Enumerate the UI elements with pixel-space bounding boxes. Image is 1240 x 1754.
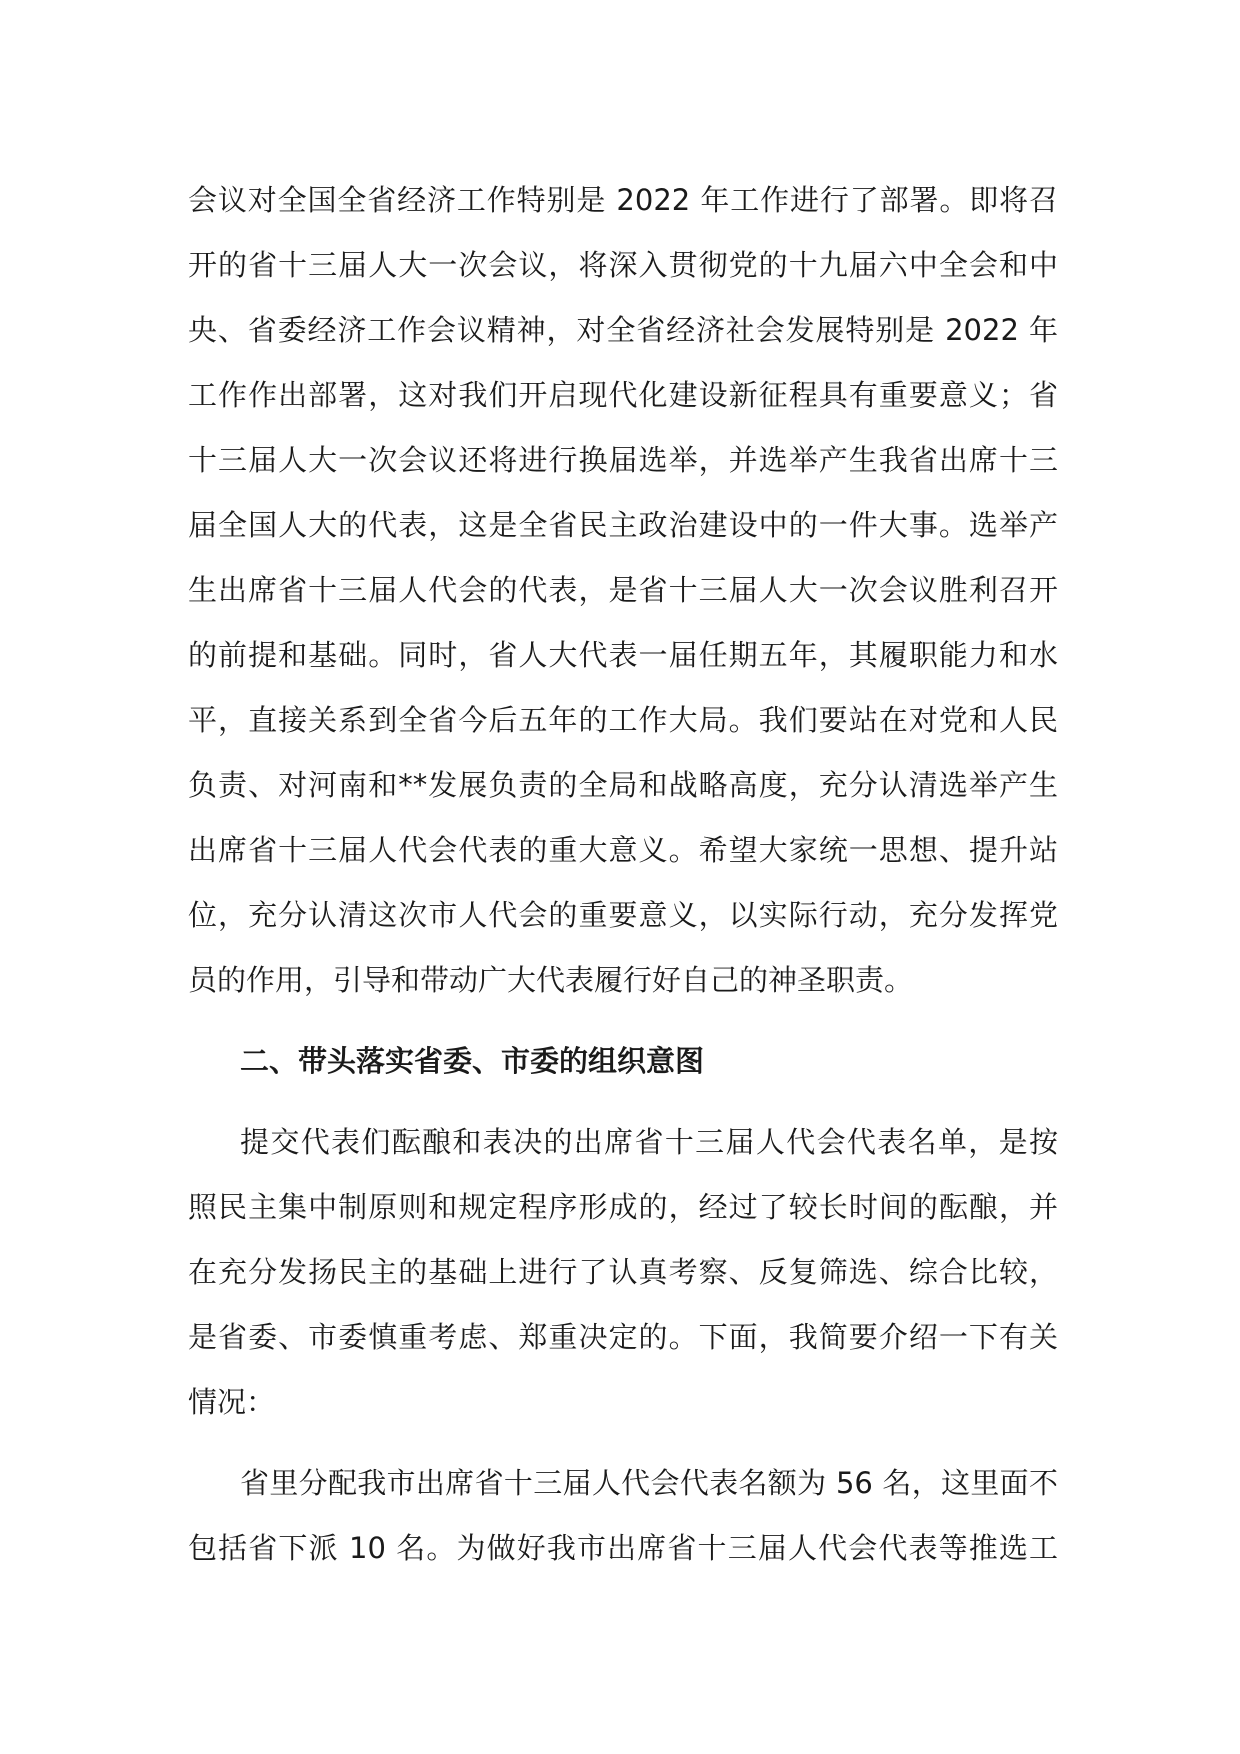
text-line: 是省委、市委慎重考虑、郑重决定的。下面，我简要介绍一下有关 [188,1320,1058,1354]
document-body [188,168,1058,1581]
text-line: 届全国人大的代表，这是全省民主政治建设中的一件大事。选举产 [188,508,1058,542]
text-line: 位，充分认清这次市人代会的重要意义，以实际行动，充分发挥党 [188,898,1058,932]
text-line: 省里分配我市出席省十三届人代会代表名额为 56 名，这里面不 [240,1466,1058,1500]
text-line: 央、省委经济工作会议精神，对全省经济社会发展特别是 2022 年 [188,313,1058,347]
text-line: 员的作用，引导和带动广大代表履行好自己的神圣职责。 [188,963,914,997]
text-line: 平，直接关系到全省今后五年的工作大局。我们要站在对党和人民 [188,703,1058,737]
text-line: 的前提和基础。同时，省人大代表一届任期五年，其履职能力和水 [188,638,1058,672]
text-line: 生出席省十三届人代会的代表，是省十三届人大一次会议胜利召开 [188,573,1058,607]
text-line: 在充分发扬民主的基础上进行了认真考察、反复筛选、综合比较， [188,1255,1058,1289]
text-line: 工作作出部署，这对我们开启现代化建设新征程具有重要意义；省 [188,378,1058,412]
text-line: 提交代表们酝酿和表决的出席省十三届人代会代表名单，是按 [240,1125,1058,1159]
paragraph-1 [188,168,1058,1013]
text-line: 照民主集中制原则和规定程序形成的，经过了较长时间的酝酿，并 [188,1190,1058,1224]
paragraph-2 [188,1110,1058,1435]
text-line: 开的省十三届人大一次会议，将深入贯彻党的十九届六中全会和中 [188,248,1058,282]
text-line: 负责、对河南和**发展负责的全局和战略高度，充分认清选举产生 [188,768,1058,802]
text-line: 十三届人大一次会议还将进行换届选举，并选举产生我省出席十三 [188,443,1058,477]
text-line: 情况： [188,1385,276,1419]
text-line: 出席省十三届人代会代表的重大意义。希望大家统一思想、提升站 [188,833,1058,867]
text-line: 会议对全国全省经济工作特别是 2022 年工作进行了部署。即将召 [188,183,1058,217]
paragraph-3 [188,1451,1058,1581]
section-heading: 二、带头落实省委、市委的组织意图 [240,1044,705,1078]
text-line: 包括省下派 10 名。为做好我市出席省十三届人代会代表等推选工 [188,1531,1058,1565]
paragraph-spacer [188,1435,1058,1451]
